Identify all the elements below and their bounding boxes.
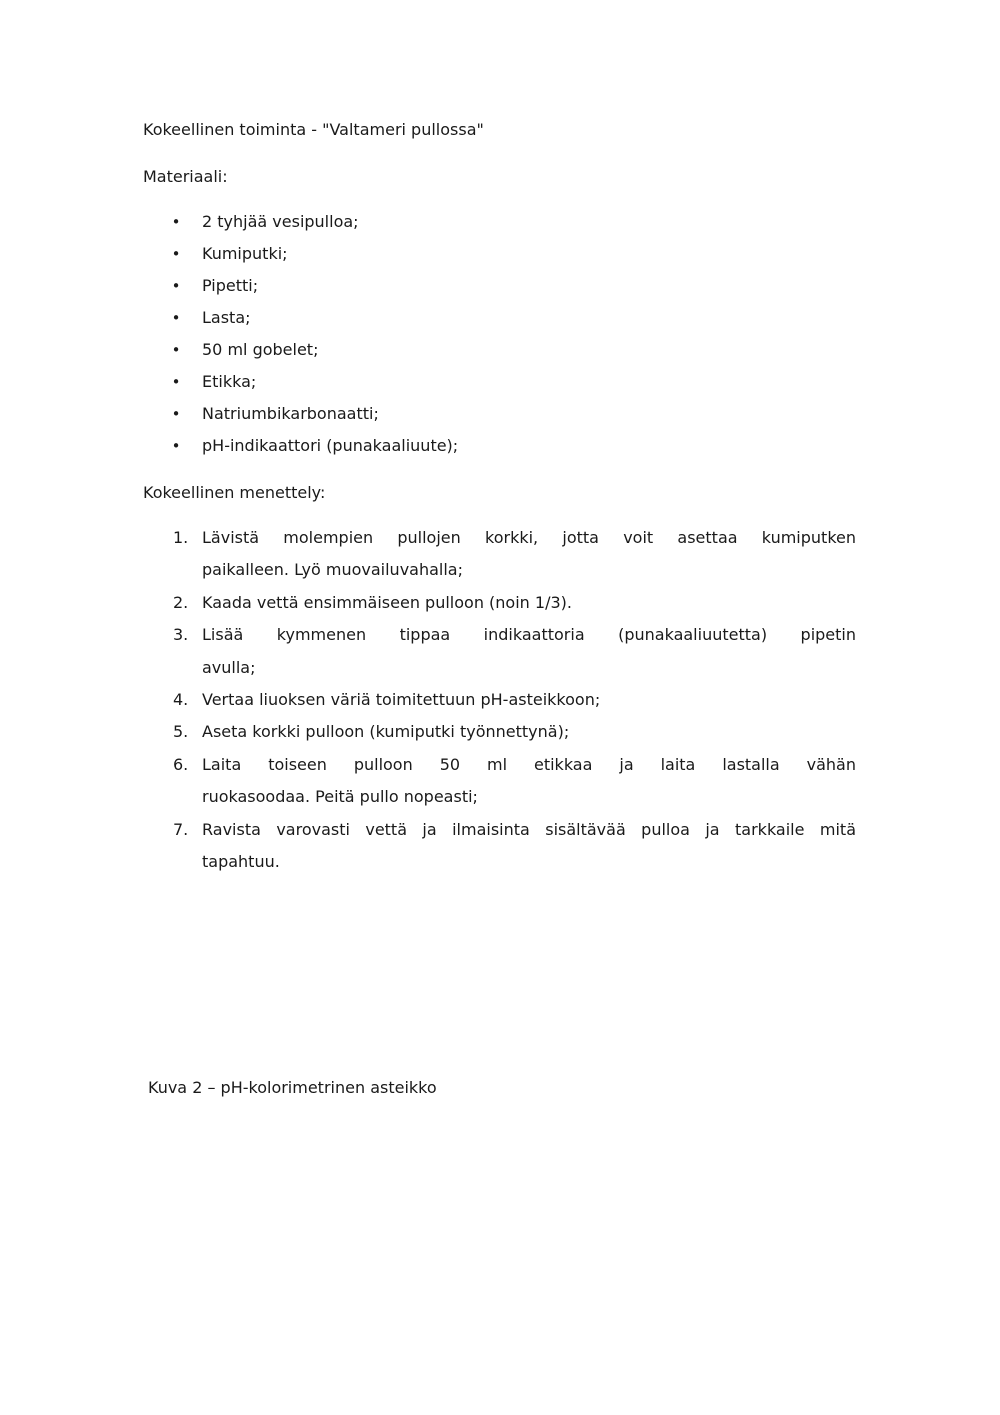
bullet-item <box>143 270 856 302</box>
bullet-item-text: Etikka; <box>202 372 257 391</box>
procedure-item-line: Vertaa liuoksen väriä toimitettuun pH-asteikkoon; <box>202 690 601 710</box>
procedure-item <box>143 684 856 716</box>
bullet-item-text: 2 tyhjää vesipulloa; <box>202 212 359 231</box>
document-title: Kokeellinen toiminta - "Valtameri pullossa" <box>143 120 484 139</box>
bullet-item-text: pH-indikaattori (punakaaliuute); <box>202 436 459 455</box>
bullet-item <box>143 430 856 462</box>
procedure-item-number: 2. <box>173 592 189 612</box>
procedure-item-number: 1. <box>173 528 189 547</box>
procedure-item-number: 5. <box>173 722 189 742</box>
bullet-item <box>143 206 856 238</box>
procedure-item-line: Lävistä molempien pullojen korkki, jotta voit asettaa kumiputken <box>202 528 856 547</box>
bullet-item <box>143 398 856 430</box>
procedure-item-number: 4. <box>173 690 189 710</box>
procedure-item <box>143 814 856 879</box>
procedure-item-line: paikalleen. Lyö muovailuvahalla; <box>202 560 463 580</box>
procedure-item <box>143 522 856 587</box>
procedure-item-number: 7. <box>173 819 189 839</box>
bullet-item <box>143 238 856 270</box>
procedure-item <box>143 619 856 684</box>
bullet-marker-icon: • <box>171 341 181 359</box>
bullet-item <box>143 334 856 366</box>
materials-heading: Materiaali: <box>143 167 228 186</box>
procedure-item-number: 6. <box>173 754 189 774</box>
bullet-marker-icon: • <box>171 437 181 455</box>
bullet-marker-icon: • <box>171 213 181 231</box>
bullet-marker-icon: • <box>171 245 181 263</box>
bullet-item-text: Kumiputki; <box>202 244 288 263</box>
bullet-item <box>143 302 856 334</box>
procedure-item-line: tapahtuu. <box>202 852 280 872</box>
bullet-item <box>143 366 856 398</box>
procedure-item-line: Aseta korkki pulloon (kumiputki työnnettynä); <box>202 722 570 742</box>
procedure-item-line: avulla; <box>202 657 256 677</box>
bullet-marker-icon: • <box>171 373 181 391</box>
bullet-item-text: 50 ml gobelet; <box>202 340 319 359</box>
materials-list <box>143 206 856 462</box>
procedure-list <box>143 522 856 878</box>
procedure-item <box>143 587 856 619</box>
bullet-marker-icon: • <box>171 309 181 327</box>
bullet-item-text: Pipetti; <box>202 276 259 295</box>
procedure-item-line: Lisää kymmenen tippaa indikaattoria (punakaaliuutetta) pipetin <box>202 625 856 645</box>
bullet-item-text: Lasta; <box>202 308 251 327</box>
procedure-heading: Kokeellinen menettely: <box>143 483 326 502</box>
bullet-marker-icon: • <box>171 405 181 423</box>
figure-caption: Kuva 2 – pH-kolorimetrinen asteikko <box>148 1078 437 1098</box>
procedure-item <box>143 716 856 748</box>
procedure-item-number: 3. <box>173 625 189 645</box>
bullet-marker-icon: • <box>171 277 181 295</box>
procedure-item-line: Laita toiseen pulloon 50 ml etikkaa ja laita lastalla vähän <box>202 754 856 774</box>
procedure-item-line: Kaada vettä ensimmäiseen pulloon (noin 1/3). <box>202 592 572 612</box>
procedure-item-line: Ravista varovasti vettä ja ilmaisinta sisältävää pulloa ja tarkkaile mitä <box>202 819 856 839</box>
procedure-item-line: ruokasoodaa. Peitä pullo nopeasti; <box>202 787 478 807</box>
procedure-item <box>143 749 856 814</box>
bullet-item-text: Natriumbikarbonaatti; <box>202 404 379 423</box>
